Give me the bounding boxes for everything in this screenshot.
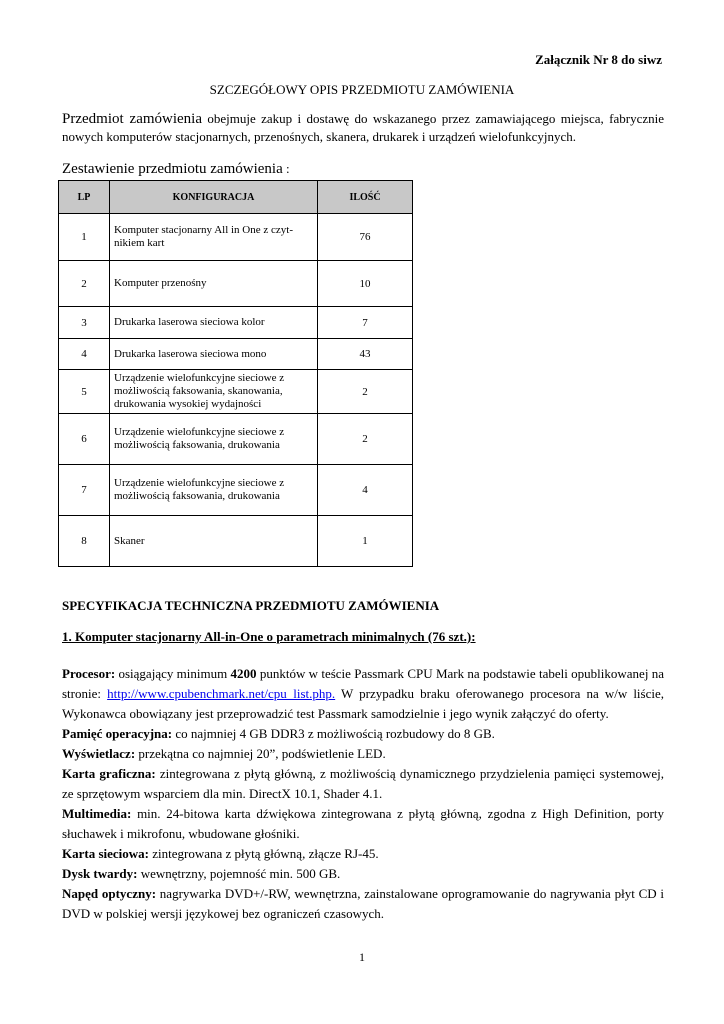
configuration-table — [58, 180, 413, 567]
section-title-colon: : — [282, 161, 290, 176]
spec-label: Napęd optyczny: — [62, 886, 157, 901]
row-lp: 5 — [59, 370, 110, 414]
row-qty: 1 — [318, 516, 413, 567]
spec-item — [62, 744, 664, 764]
row-lp: 7 — [59, 465, 110, 516]
spec-text: punktów w teście Passmark CPU Mark na podstawie tabeli opublikowanej na stronie: — [62, 666, 665, 701]
spec-text: W przypadku braku oferowanego procesora na w/w liście, Wykonawca obowiązany jest przeprowadzić test Passmark samodzielnie i jego wynik załączyć do oferty. — [62, 686, 665, 721]
table-row — [59, 339, 413, 370]
table-row — [59, 414, 413, 465]
intro-paragraph — [62, 110, 664, 145]
spec-text: przekątna co najmniej 20”, podświetlenie LED. — [135, 746, 386, 761]
spec-item — [62, 804, 664, 844]
section-title-text: Zestawienie przedmiotu zamówienia — [62, 161, 283, 177]
table-header-row — [59, 181, 413, 214]
row-qty: 7 — [318, 307, 413, 339]
table-row — [59, 516, 413, 567]
spec-text: zintegrowana z płytą główną, z możliwością dynamicznego przydzielenia pamięci systemowej, ze sprzętowym wsparciem dla min. DirectX 10.1, Shader 4.1. — [62, 766, 664, 801]
spec-item — [62, 844, 664, 864]
table-row — [59, 214, 413, 261]
spec-label: Procesor: — [62, 666, 116, 681]
row-qty: 2 — [318, 370, 413, 414]
row-config: Urządzenie wielofunkcyjne sieciowe z możliwością faksowania, drukowania — [110, 414, 318, 465]
row-config: Skaner — [110, 516, 318, 567]
intro-lead: Przedmiot zamówienia — [62, 111, 202, 127]
spec-text: min. 24-bitowa karta dźwiękowa zintegrowana z płytą główną, zgodna z High Definition, porty słuchawek i mikrofonu, wbudowane głośniki. — [62, 806, 664, 841]
spec-text: wewnętrzny, pojemność min. 500 GB. — [137, 866, 341, 881]
row-qty: 4 — [318, 465, 413, 516]
header-konfiguracja: KONFIGURACJA — [110, 181, 318, 214]
spec-item — [62, 884, 664, 924]
row-qty: 2 — [318, 414, 413, 465]
spec-text: zintegrowana z płytą główną, złącze RJ-45. — [149, 846, 379, 861]
attachment-label: Załącznik Nr 8 do siwz — [535, 52, 662, 67]
spec-subtitle: 1. Komputer stacjonarny All-in-One o parametrach minimalnych (76 szt.): — [62, 629, 476, 644]
row-qty: 43 — [318, 339, 413, 370]
document-title: SZCZEGÓŁOWY OPIS PRZEDMIOTU ZAMÓWIENIA — [209, 82, 515, 97]
table-row — [59, 261, 413, 307]
spec-label: Dysk twardy: — [62, 866, 138, 881]
row-config: Komputer przenośny — [110, 261, 318, 307]
header-lp: LP — [59, 181, 110, 214]
section-title — [62, 161, 290, 178]
row-config: Drukarka laserowa sieciowa mono — [110, 339, 318, 370]
cpubenchmark-link[interactable]: http://www.cpubenchmark.net/cpu_list.php. — [107, 686, 336, 701]
table-row — [59, 370, 413, 414]
row-lp: 2 — [59, 261, 110, 307]
spec-text: co najmniej 4 GB DDR3 z możliwością rozbudowy do 8 GB. — [172, 726, 495, 741]
row-lp: 3 — [59, 307, 110, 339]
row-config: Urządzenie wielofunkcyjne sieciowe z możliwością faksowania, drukowania — [110, 465, 318, 516]
spec-title: SPECYFIKACJA TECHNICZNA PRZEDMIOTU ZAMÓWIENIA — [62, 598, 440, 613]
table-row — [59, 465, 413, 516]
spec-label: Karta sieciowa: — [62, 846, 150, 861]
spec-label: Wyświetlacz: — [62, 746, 136, 761]
row-config: Urządzenie wielofunkcyjne sieciowe z możliwością faksowania, skanowania, drukowania wysokiej wydajności — [110, 370, 318, 414]
row-lp: 8 — [59, 516, 110, 567]
row-lp: 1 — [59, 214, 110, 261]
spec-body — [62, 664, 664, 924]
row-lp: 4 — [59, 339, 110, 370]
row-qty: 76 — [318, 214, 413, 261]
header-ilosc: ILOŚĆ — [318, 181, 413, 214]
page-number: 1 — [359, 950, 365, 964]
spec-item — [62, 864, 664, 884]
row-lp: 6 — [59, 414, 110, 465]
spec-label: Karta graficzna: — [62, 766, 156, 781]
spec-text: osiągający minimum — [115, 666, 231, 681]
spec-label: Pamięć operacyjna: — [62, 726, 173, 741]
spec-item — [62, 764, 664, 804]
table-row — [59, 307, 413, 339]
row-qty: 10 — [318, 261, 413, 307]
row-config: Komputer stacjonarny All in One z czyt-nikiem kart — [110, 214, 318, 261]
spec-label: Multimedia: — [62, 806, 132, 821]
spec-text: nagrywarka DVD+/-RW, wewnętrzna, zainstalowane oprogramowanie do nagrywania płyt CD i DVD w polskiej wersji językowej bez ograniczeń czasowych. — [62, 886, 664, 921]
row-config: Drukarka laserowa sieciowa kolor — [110, 307, 318, 339]
intro-text: obejmuje zakup i dostawę do wskazanego przez zamawiającego miejsca, fabrycznie nowych komputerów stacjonarnych, przenośnych, skanera, drukarek i urządzeń wielofunkcyjnych. — [62, 111, 664, 144]
spec-item — [62, 724, 664, 744]
spec-cpu — [62, 664, 664, 724]
spec-cpu-score: 4200 — [230, 666, 257, 681]
